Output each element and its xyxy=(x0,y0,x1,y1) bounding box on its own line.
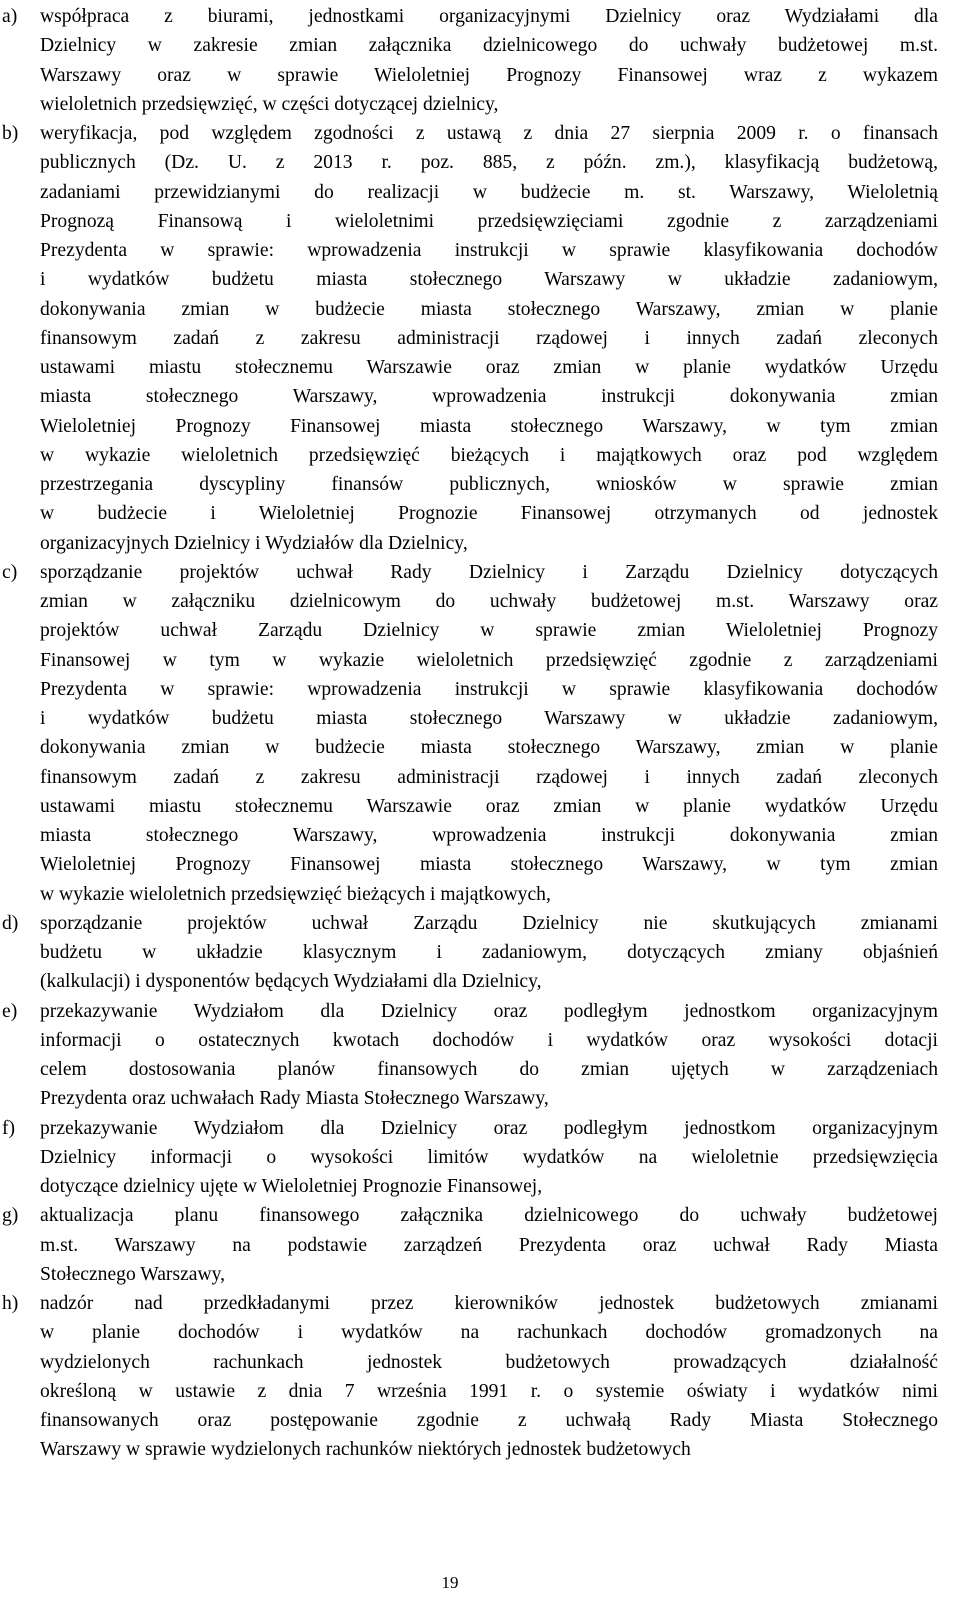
list-item xyxy=(0,1114,938,1202)
text-line: Prezydenta w sprawie: wprowadzenia instrukcji w sprawie klasyfikowania dochodów xyxy=(40,240,938,261)
text-line: informacji o ostatecznych kwotach dochodów i wydatków oraz wysokości dotacji xyxy=(40,1029,938,1051)
text-line: w budżecie i Wieloletniej Prognozie Finansowej otrzymanych od jednostek xyxy=(40,503,938,525)
text-line: przekazywanie Wydziałom dla Dzielnicy oraz podległym jednostkom organizacyjnym xyxy=(40,1117,938,1139)
text-line: zmian w załączniku dzielnicowym do uchwały budżetowej m.st. Warszawy oraz xyxy=(40,591,938,612)
list-item xyxy=(0,558,938,909)
list-item-text xyxy=(40,1201,938,1289)
text-line: Dzielnicy w zakresie zmian załącznika dzielnicowego do uchwały budżetowej m.st. xyxy=(40,35,938,57)
text-line: ustawami miastu stołecznemu Warszawie oraz zmian w planie wydatków Urzędu xyxy=(40,357,938,378)
text-line: zadaniami przewidzianymi do realizacji w budżecie m. st. Warszawy, Wieloletnią xyxy=(40,181,938,203)
text-line: m.st. Warszawy na podstawie zarządzeń Prezydenta oraz uchwał Rady Miasta xyxy=(40,1234,938,1256)
text-line: w wykazie wieloletnich przedsięwzięć bieżących i majątkowych oraz pod względem xyxy=(40,444,938,466)
text-line: Prezydenta w sprawie: wprowadzenia instrukcji w sprawie klasyfikowania dochodów xyxy=(40,678,938,700)
text-line: Prezydenta oraz uchwałach Rady Miasta Stołecznego Warszawy, xyxy=(40,1088,549,1110)
text-line: aktualizacja planu finansowego załącznika dzielnicowego do uchwały budżetowej xyxy=(40,1205,938,1227)
text-line: i wydatków budżetu miasta stołecznego Warszawy w układzie zadaniowym, xyxy=(40,269,938,291)
list-item xyxy=(0,2,938,119)
text-line: i wydatków budżetu miasta stołecznego Warszawy w układzie zadaniowym, xyxy=(40,708,938,729)
text-line: wieloletnich przedsięwzięć, w części dotyczącej dzielnicy, xyxy=(40,93,499,115)
text-line: dotyczące dzielnicy ujęte w Wieloletniej Prognozie Finansowej, xyxy=(40,1176,543,1197)
list-item xyxy=(0,909,938,997)
duties-list xyxy=(0,2,938,1465)
text-line: sporządzanie projektów uchwał Zarządu Dzielnicy nie skutkujących zmianami xyxy=(40,912,938,934)
text-line: Prognozą Finansową i wieloletnimi przedsięwzięciami zgodnie z zarządzeniami xyxy=(40,210,938,232)
text-line: określoną w ustawie z dnia 7 września 1991 r. o systemie oświaty i wydatków nimi xyxy=(40,1380,938,1402)
list-item-text xyxy=(40,1114,938,1202)
list-item-marker: b) xyxy=(2,123,19,144)
list-item-marker: a) xyxy=(2,6,18,27)
list-item-marker: e) xyxy=(2,1000,18,1022)
text-line: finansowym zadań z zakresu administracji rządowej i innych zadań zleconych xyxy=(40,766,938,788)
list-item-marker: g) xyxy=(2,1205,19,1227)
text-line: Warszawy oraz w sprawie Wieloletniej Prognozy Finansowej wraz z wykazem xyxy=(40,64,938,86)
list-item-text xyxy=(40,1289,938,1465)
text-line: Wieloletniej Prognozy Finansowej miasta stołecznego Warszawy, w tym zmian xyxy=(40,854,938,876)
text-line: współpraca z biurami, jednostkami organizacyjnymi Dzielnicy oraz Wydziałami dla xyxy=(40,6,938,27)
text-line: przestrzegania dyscypliny finansów publicznych, wniosków w sprawie zmian xyxy=(40,474,938,495)
text-line: nadzór nad przedkładanymi przez kierowników jednostek budżetowych zmianami xyxy=(40,1293,938,1314)
list-item-text xyxy=(40,119,938,558)
text-line: (kalkulacji) i dysponentów będących Wydziałami dla Dzielnicy, xyxy=(40,971,542,993)
text-line: budżetu w układzie klasycznym i zadaniowym, dotyczących zmiany objaśnień xyxy=(40,942,938,963)
page-number: 19 xyxy=(441,1573,459,1592)
text-line: wydzielonych rachunkach jednostek budżetowych prowadzących działalność xyxy=(40,1351,938,1373)
text-line: Wieloletniej Prognozy Finansowej miasta stołecznego Warszawy, w tym zmian xyxy=(40,415,938,437)
text-line: finansowym zadań z zakresu administracji rządowej i innych zadań zleconych xyxy=(40,327,938,349)
list-item-marker: h) xyxy=(2,1293,19,1314)
text-line: celem dostosowania planów finansowych do zmian ujętych w zarządzeniach xyxy=(40,1059,938,1080)
list-item-text xyxy=(40,909,938,997)
text-line: w planie dochodów i wydatków na rachunkach dochodów gromadzonych na xyxy=(40,1322,938,1344)
list-item xyxy=(0,1201,938,1289)
text-line: publicznych (Dz. U. z 2013 r. poz. 885, z późn. zm.), klasyfikacją budżetową, xyxy=(40,152,938,174)
text-line: finansowanych oraz postępowanie zgodnie z uchwałą Rady Miasta Stołecznego xyxy=(40,1410,938,1431)
text-line: weryfikacja, pod względem zgodności z ustawą z dnia 27 sierpnia 2009 r. o finansach xyxy=(40,123,938,144)
text-line: w wykazie wieloletnich przedsięwzięć bieżących i majątkowych, xyxy=(40,883,551,905)
text-line: przekazywanie Wydziałom dla Dzielnicy oraz podległym jednostkom organizacyjnym xyxy=(40,1000,938,1022)
list-item-marker: d) xyxy=(2,912,19,934)
text-line: sporządzanie projektów uchwał Rady Dzielnicy i Zarządu Dzielnicy dotyczących xyxy=(40,561,938,583)
list-item-marker: f) xyxy=(2,1117,16,1139)
list-item xyxy=(0,119,938,558)
list-item-text xyxy=(40,2,938,119)
list-item-text xyxy=(40,997,938,1114)
text-line: projektów uchwał Zarządu Dzielnicy w sprawie zmian Wieloletniej Prognozy xyxy=(40,620,938,642)
text-line: Finansowej w tym w wykazie wieloletnich przedsięwzięć zgodnie z zarządzeniami xyxy=(40,649,938,671)
list-item-text xyxy=(40,558,938,909)
list-item xyxy=(0,997,938,1114)
text-line: organizacyjnych Dzielnicy i Wydziałów dla Dzielnicy, xyxy=(40,532,468,554)
text-line: miasta stołecznego Warszawy, wprowadzenia instrukcji dokonywania zmian xyxy=(40,386,938,408)
text-line: Dzielnicy informacji o wysokości limitów wydatków na wieloletnie przedsięwzięcia xyxy=(40,1146,938,1168)
text-line: dokonywania zmian w budżecie miasta stołecznego Warszawy, zmian w planie xyxy=(40,737,938,759)
list-item xyxy=(0,1289,938,1465)
text-line: dokonywania zmian w budżecie miasta stołecznego Warszawy, zmian w planie xyxy=(40,298,938,320)
list-item-marker: c) xyxy=(2,561,18,583)
text-line: ustawami miastu stołecznemu Warszawie oraz zmian w planie wydatków Urzędu xyxy=(40,795,938,817)
text-line: miasta stołecznego Warszawy, wprowadzenia instrukcji dokonywania zmian xyxy=(40,825,938,846)
text-line: Warszawy w sprawie wydzielonych rachunków niektórych jednostek budżetowych xyxy=(40,1439,691,1461)
text-line: Stołecznego Warszawy, xyxy=(40,1263,226,1285)
